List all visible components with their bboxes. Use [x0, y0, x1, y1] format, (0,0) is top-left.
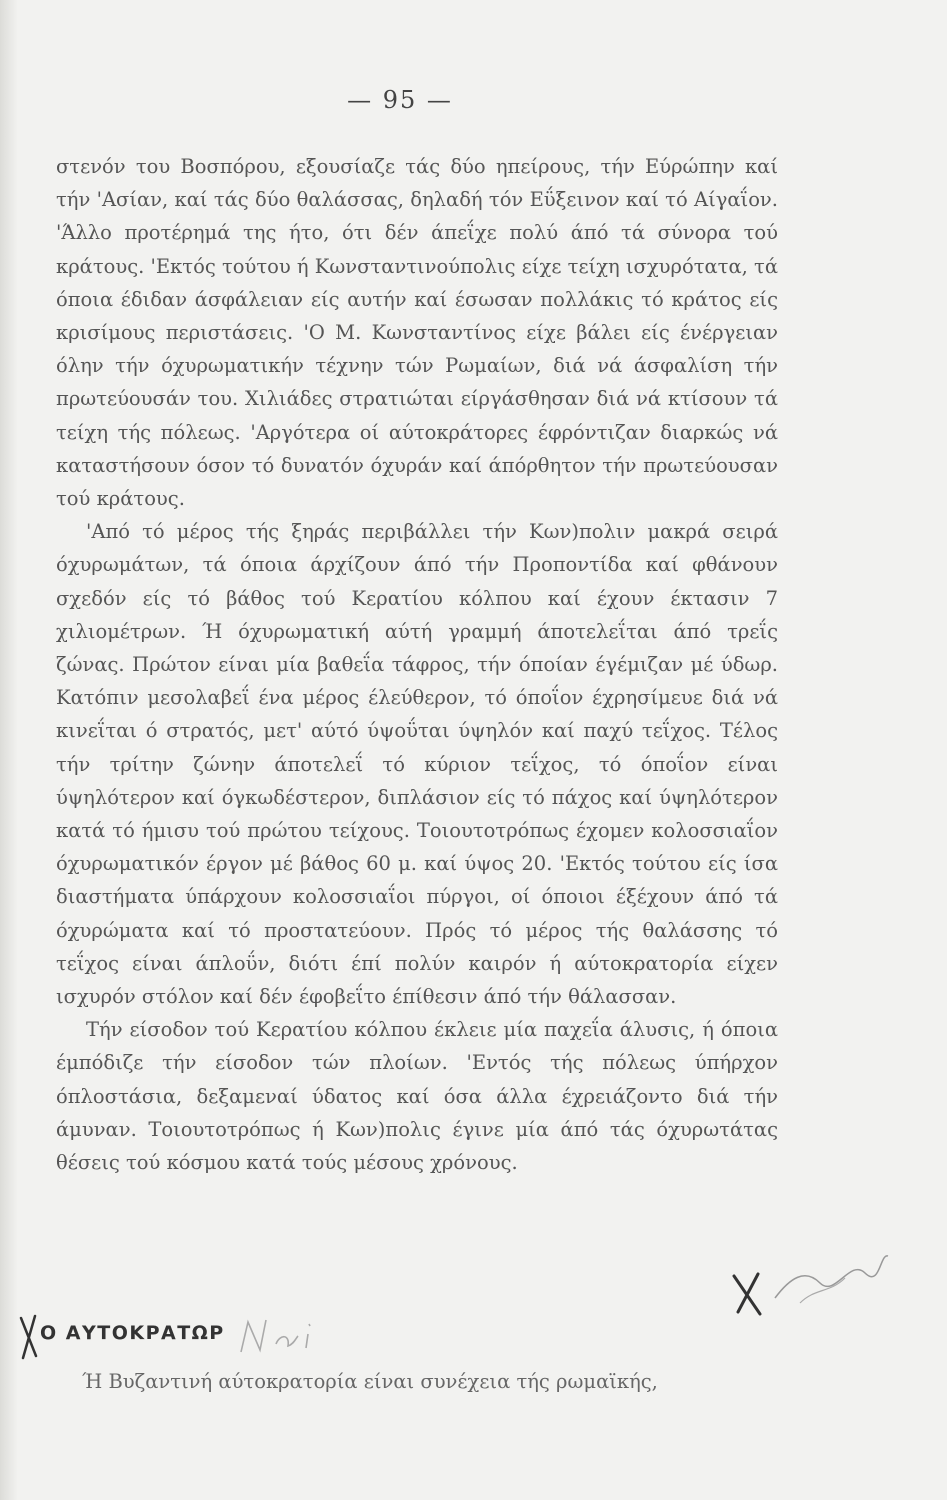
page-number: — 95 —: [347, 86, 453, 114]
pencil-x-mark-icon: [728, 1268, 768, 1318]
paragraph-2: 'Από τό μέρος τής ξηράς περιβάλλει τήν Κων)πολιν μακρά σειρά όχυρωμάτων, τά όποια άρχίζουν άπό τήν Προποντίδα καί φθάνουν σχεδόν είς τό βάθος τού Κερατίου κόλπου καί έχουν έκτασιν 7 χιλιομέτρων. Ή όχυρωματική αύτή γραμμή άποτελεΐται άπό τρεΐς ζώνας. Πρώτον είναι μία βαθεΐα τάφρος, τήν όποίαν έγέμιζαν μέ ύδωρ. Κατόπιν μεσολαβεΐ ένα μέρος έλεύθερον, τό όποΐον έχρησίμευε διά νά κινεΐται ό στρατός, μετ' αύτό ύψοΰται ύψηλόν καί παχύ τεΐχος. Τέλος τήν τρίτην ζώνην άποτελεΐ τό κύριον τεΐχος, τό όποΐον είναι ύψηλότερον καί όγκωδέστερον, διπλάσιον είς τό πάχος καί ύψηλότερον κατά τό ήμισυ τού πρώτου τείχους. Τοιουτοτρόπως έχομεν κολοσσιαΐον όχυρωματικόν έργον μέ βάθος 60 μ. καί ύψος 20. 'Εκτός τούτου είς ίσα διαστήματα ύπάρχουν κολοσσιαΐοι πύργοι, οί όποιοι έξέχουν άπό τά όχυρώματα καί τό προστατεύουν. Πρός τό μέρος τής θαλάσσης τό τεΐχος είναι άπλοΰν, διότι έπί πολύν καιρόν ή αύτοκρατορία είχεν ισχυρόν στόλον καί δέν έφοβεΐτο έπίθεσιν άπό τήν θάλασσαν.: [56, 520, 778, 1009]
page-edge-shadow: [0, 0, 18, 1500]
body-text: [56, 150, 778, 1179]
pencil-nai-scribble-icon: [236, 1314, 366, 1359]
paragraph-1: στενόν του Βοσπόρου, εξουσίαζε τάς δύο ηπείρους, τήν Εύρώπην καί τήν 'Ασίαν, καί τάς δύο θαλάσσας, δηλαδή τόν Εΰξεινον καί τό Αίγαΐον. 'Άλλο προτέρημά της ήτο, ότι δέν άπεΐχε πολύ άπό τά σύνορα τού κράτους. 'Εκτός τούτου ή Κωνσταντινούπολις είχε τείχη ισχυρότατα, τά όποια έδιδαν άσφάλειαν είς αυτήν καί έσωσαν πολλάκις τό κράτος είς κρισίμους περιστάσεις. 'Ο Μ. Κωνσταντίνος είχε βάλει είς ένέργειαν όλην τήν όχυρωματικήν τέχνην τών Ρωμαίων, διά νά άσφαλίση τήν πρωτεύουσάν του. Χιλιάδες στρατιώται είργάσθησαν διά νά κτίσουν τά τείχη τής πόλεως. 'Αργότερα οί αύτοκράτορες έφρόντιζαν διαρκώς νά καταστήσουν όσον τό δυνατόν όχυράν καί άπόρθητον τήν πρωτεύουσαν τού κράτους.: [56, 155, 778, 511]
pencil-scribble-icon: [770, 1248, 890, 1308]
pencil-x-margin-icon: [18, 1312, 40, 1362]
section-first-line: Ή Βυζαντινή αύτοκρατορία είναι συνέχεια τής ρωμαϊκής,: [82, 1370, 658, 1393]
section-heading: Ο ΑΥΤΟΚΡΑΤΩΡ: [40, 1322, 225, 1344]
paragraph-3: Τήν είσοδον τού Κερατίου κόλπου έκλειε μία παχεΐα άλυσις, ή όποια έμπόδιζε τήν είσοδον τών πλοίων. 'Εντός τής πόλεως ύπήρχον όπλοστάσια, δεξαμεναί ύδατος καί όσα άλλα έχρειάζοντο διά τήν άμυναν. Τοιουτοτρόπως ή Κων)πολις έγινε μία άπό τάς όχυρωτάτας θέσεις τού κόσμου κατά τούς μέσους χρόνους.: [56, 1018, 778, 1175]
